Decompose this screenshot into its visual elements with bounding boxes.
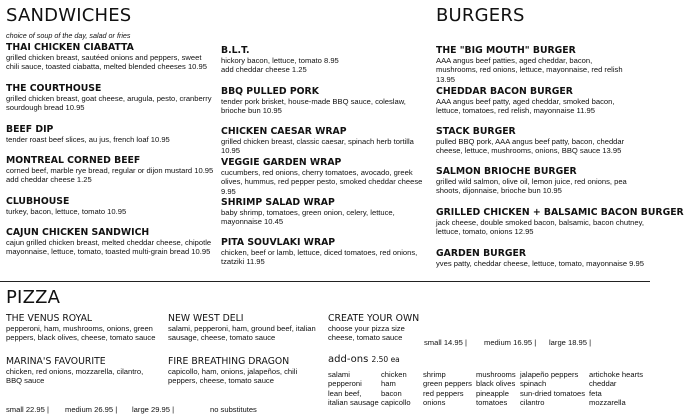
item-name: THE VENUS ROYAL [6, 313, 93, 324]
item-desc: hickory bacon, lettuce, tomato 8.95 [221, 56, 339, 65]
sandwiches-note: choice of soup of the day, salad or fries [6, 31, 131, 40]
menu-item [221, 86, 421, 116]
item-name: THAI CHICKEN CIABATTA [6, 42, 134, 53]
menu-item [436, 166, 646, 196]
sandwiches-title: SANDWICHES [6, 5, 132, 26]
item-desc: capicollo, ham, onions, jalapeños, chili peppers, cheese, tomato sauce [168, 367, 298, 386]
create-size-large: large 18.95 | [549, 338, 592, 347]
menu-item [6, 124, 216, 144]
pizza-no-substitutes: no substitutes [210, 405, 257, 414]
addons-column [328, 370, 379, 408]
item-desc: grilled chicken breast, goat cheese, arugula, pesto, cranberry sourdough bread 10.95 [6, 94, 212, 113]
item-name: FIRE BREATHING DRAGON [168, 356, 290, 367]
menu-item [168, 313, 318, 343]
addon-item: chicken [381, 370, 407, 379]
item-desc: tender roast beef slices, au jus, french loaf 10.95 [6, 135, 170, 144]
item-name: CREATE YOUR OWN [328, 313, 420, 324]
item-name: STACK BURGER [436, 126, 516, 137]
item-desc: chicken, red onions, mozzarella, cilantro, BBQ sauce [6, 367, 144, 386]
addon-item: spinach [520, 379, 547, 389]
addon-item: capicollo [381, 398, 411, 408]
item-name: CAJUN CHICKEN SANDWICH [6, 227, 150, 238]
addon-item: cilantro [520, 398, 545, 408]
item-name: THE "BIG MOUTH" BURGER [436, 45, 576, 56]
addon-item: bacon [381, 388, 402, 398]
menu-item [436, 86, 636, 116]
menu-item [221, 157, 426, 196]
item-desc: cucumbers, red onions, cherry tomatoes, avocado, greek olives, hummus, red pepper pesto, smoked cheddar cheese 9.95 [221, 168, 423, 196]
addons-column [589, 370, 643, 408]
menu-item [436, 45, 636, 84]
item-desc: turkey, bacon, lettuce, tomato 10.95 [6, 207, 127, 216]
addons-title: add-ons [328, 354, 369, 365]
menu-item [6, 356, 156, 386]
addon-item: tomatoes [476, 398, 508, 408]
item-name: GRILLED CHICKEN + BALSAMIC BACON BURGER [436, 207, 684, 218]
addon-item: mozzarella [589, 398, 626, 408]
addon-item: pineapple [476, 388, 509, 398]
addons-column [423, 370, 472, 408]
addon-item: sun-dried tomatoes [520, 388, 586, 398]
item-name: NEW WEST DELI [168, 313, 244, 324]
create-your-own [328, 313, 428, 343]
addon-item: onions [423, 398, 446, 408]
addons-column [520, 370, 585, 408]
addons-price: 2.50 ea [371, 355, 400, 364]
menu-item [6, 83, 218, 113]
item-extra: add cheddar cheese 1.25 [6, 175, 92, 185]
item-desc: salami, pepperoni, ham, ground beef, italian sausage, cheese, tomato sauce [168, 324, 316, 343]
addon-item: feta [589, 388, 602, 398]
item-desc: baby shrimp, tomatoes, green onion, celery, lettuce, mayonnaise 10.45 [221, 208, 395, 227]
menu-item [6, 155, 216, 185]
menu-item [6, 313, 156, 343]
menu-item [6, 227, 218, 257]
item-name: THE COURTHOUSE [6, 83, 102, 94]
item-desc: pepperoni, ham, mushrooms, onions, green peppers, black olives, cheese, tomato sauce [6, 324, 156, 343]
addon-item: cheddar [589, 379, 617, 389]
addon-item: jalapeño peppers [520, 370, 579, 379]
item-name: B.L.T. [221, 45, 250, 56]
section-divider [0, 281, 650, 282]
addon-item: mushrooms [476, 370, 516, 379]
item-desc: grilled chicken breast, classic caesar, spinach herb tortilla 10.95 [221, 137, 414, 156]
item-name: SHRIMP SALAD WRAP [221, 197, 335, 208]
pizza-size-medium: medium 26.95 | [65, 405, 118, 414]
addon-item: green peppers [423, 379, 472, 389]
item-name: BEEF DIP [6, 124, 54, 135]
menu-item [436, 248, 646, 268]
item-desc: choose your pizza size cheese, tomato sauce [328, 324, 405, 343]
addon-item: salami [328, 370, 350, 379]
item-desc: grilled chicken breast, sautéed onions and peppers, sweet chili sauce, toasted ciabatta, melted blended cheeses 10.95 [6, 53, 207, 72]
item-name: MARINA'S FAVOURITE [6, 356, 106, 367]
item-desc: pulled BBQ pork, AAA angus beef patty, bacon, cheddar cheese, lettuce, mushrooms, onions, BBQ sauce 13.95 [436, 137, 625, 156]
create-size-medium: medium 16.95 | [484, 338, 537, 347]
item-desc: yves patty, cheddar cheese, lettuce, tomato, mayonnaise 9.95 [436, 259, 644, 268]
addons-column [476, 370, 516, 408]
addon-item: lean beef, [328, 388, 362, 398]
pizza-size-small: small 22.95 | [6, 405, 49, 414]
menu-item [6, 196, 216, 216]
addon-item: black olives [476, 379, 516, 389]
item-name: MONTREAL CORNED BEEF [6, 155, 141, 166]
item-name: VEGGIE GARDEN WRAP [221, 157, 342, 168]
pizza-size-large: large 29.95 | [132, 405, 175, 414]
item-desc: jack cheese, double smoked bacon, balsamic, bacon chutney, lettuce, tomato, onions 12.95 [436, 218, 644, 237]
menu-item [221, 45, 421, 75]
item-name: GARDEN BURGER [436, 248, 527, 259]
addon-item: italian sausage [328, 398, 379, 408]
item-name: CLUBHOUSE [6, 196, 70, 207]
item-name: CHICKEN CAESAR WRAP [221, 126, 347, 137]
menu-item [168, 356, 318, 386]
addon-item: shrimp [423, 370, 446, 379]
menu-item [221, 126, 426, 156]
item-desc: chicken, beef or lamb, lettuce, diced tomatoes, red onions, tzatziki 11.95 [221, 248, 418, 267]
addon-item: pepperoni [328, 379, 362, 389]
addons-column [381, 370, 411, 408]
item-name: SALMON BRIOCHE BURGER [436, 166, 577, 177]
item-desc: AAA angus beef patties, aged cheddar, bacon, mushrooms, red onions, lettuce, mayonnaise, red relish 13.95 [436, 56, 623, 84]
menu-item [6, 42, 211, 72]
menu-item [221, 237, 426, 267]
burgers-title: BURGERS [436, 5, 525, 26]
item-desc: cajun grilled chicken breast, melted cheddar cheese, chipotle mayonnaise, lettuce, tomato, toasted multi-grain bread 10.95 [6, 238, 212, 257]
menu-item [221, 197, 421, 227]
addon-item: artichoke hearts [589, 370, 644, 379]
menu-item [436, 126, 646, 156]
item-name: BBQ PULLED PORK [221, 86, 319, 97]
item-name: PITA SOUVLAKI WRAP [221, 237, 336, 248]
addons-heading [328, 354, 400, 365]
addon-item: red peppers [423, 388, 464, 398]
create-size-small: small 14.95 | [424, 338, 467, 347]
item-desc: AAA angus beef patty, aged cheddar, smoked bacon, lettuce, tomatoes, red relish, mayonnaise 11.95 [436, 97, 615, 116]
item-desc: grilled wild salmon, olive oil, lemon juice, red onions, pea shoots, dijonnaise, brioche bun 10.95 [436, 177, 627, 196]
addon-item: ham [381, 379, 396, 389]
item-desc: corned beef, marble rye bread, regular or dijon mustard 10.95 [6, 166, 214, 175]
item-desc: tender pork brisket, house-made BBQ sauce, coleslaw, brioche bun 10.95 [221, 97, 406, 116]
item-extra: add cheddar cheese 1.25 [221, 65, 307, 75]
item-name: CHEDDAR BACON BURGER [436, 86, 573, 97]
menu-item [436, 207, 684, 237]
pizza-title: PIZZA [6, 287, 61, 308]
